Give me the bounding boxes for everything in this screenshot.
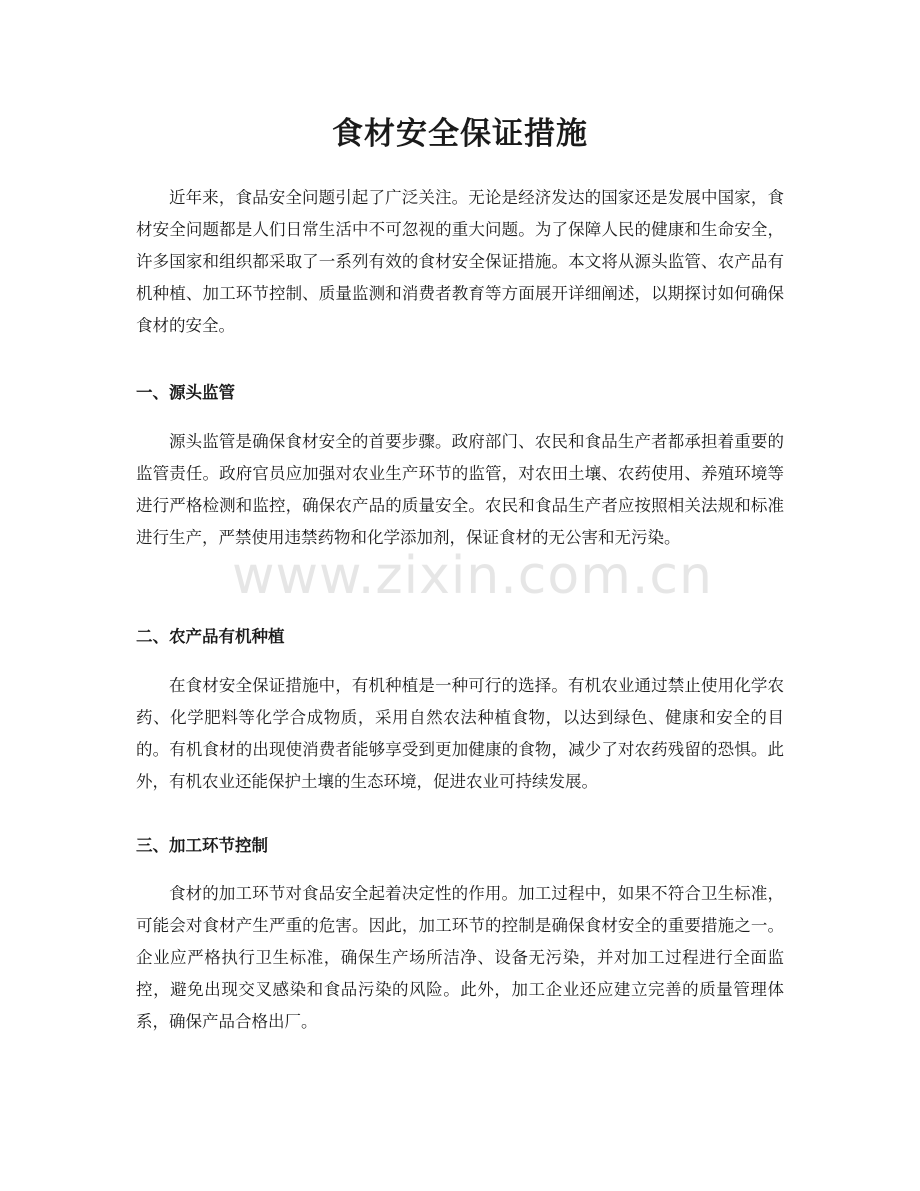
section-body-source-supervision: 源头监管是确保食材安全的首要步骤。政府部门、农民和食品生产者都承担着重要的监管责任。政府官员应加强对农业生产环节的监管，对农田土壤、农药使用、养殖环境等进行严格检测和监控，确保农产品的质量安全。农民和食品生产者应按照相关法规和标准进行生产，严禁使用违禁药物和化学添加剂，保证食材的无公害和无污染。 [136,432,784,547]
section-body-processing-control: 食材的加工环节对食品安全起着决定性的作用。加工过程中，如果不符合卫生标准，可能会对食材产生严重的危害。因此，加工环节的控制是确保食材安全的重要措施之一。企业应严格执行卫生标准，确保生产场所洁净、设备无污染，并对加工过程进行全面监控，避免出现交叉感染和食品污染的风险。此外，加工企业还应建立完善的质量管理体系，确保产品合格出厂。 [136,884,784,1031]
watermark-text: www.zixin.com.cn [232,546,713,606]
section-heading-processing-control: 三、加工环节控制 [136,836,268,855]
section-heading-organic-planting: 二、农产品有机种植 [136,627,285,646]
document-title: 食材安全保证措施 [332,116,588,152]
section-heading-source-supervision: 一、源头监管 [136,383,235,402]
section-body-organic-planting: 在食材安全保证措施中，有机种植是一种可行的选择。有机农业通过禁止使用化学农药、化学肥料等化学合成物质，采用自然农法种植食物，以达到绿色、健康和安全的目的。有机食材的出现使消费者能够享受到更加健康的食物，减少了对农药残留的恐惧。此外，有机农业还能保护土壤的生态环境，促进农业可持续发展。 [136,676,784,791]
intro-paragraph: 近年来，食品安全问题引起了广泛关注。无论是经济发达的国家还是发展中国家，食材安全问题都是人们日常生活中不可忽视的重大问题。为了保障人民的健康和生命安全，许多国家和组织都采取了一系列有效的食材安全保证措施。本文将从源头监管、农产品有机种植、加工环节控制、质量监测和消费者教育等方面展开详细阐述，以期探讨如何确保食材的安全。 [136,188,784,335]
